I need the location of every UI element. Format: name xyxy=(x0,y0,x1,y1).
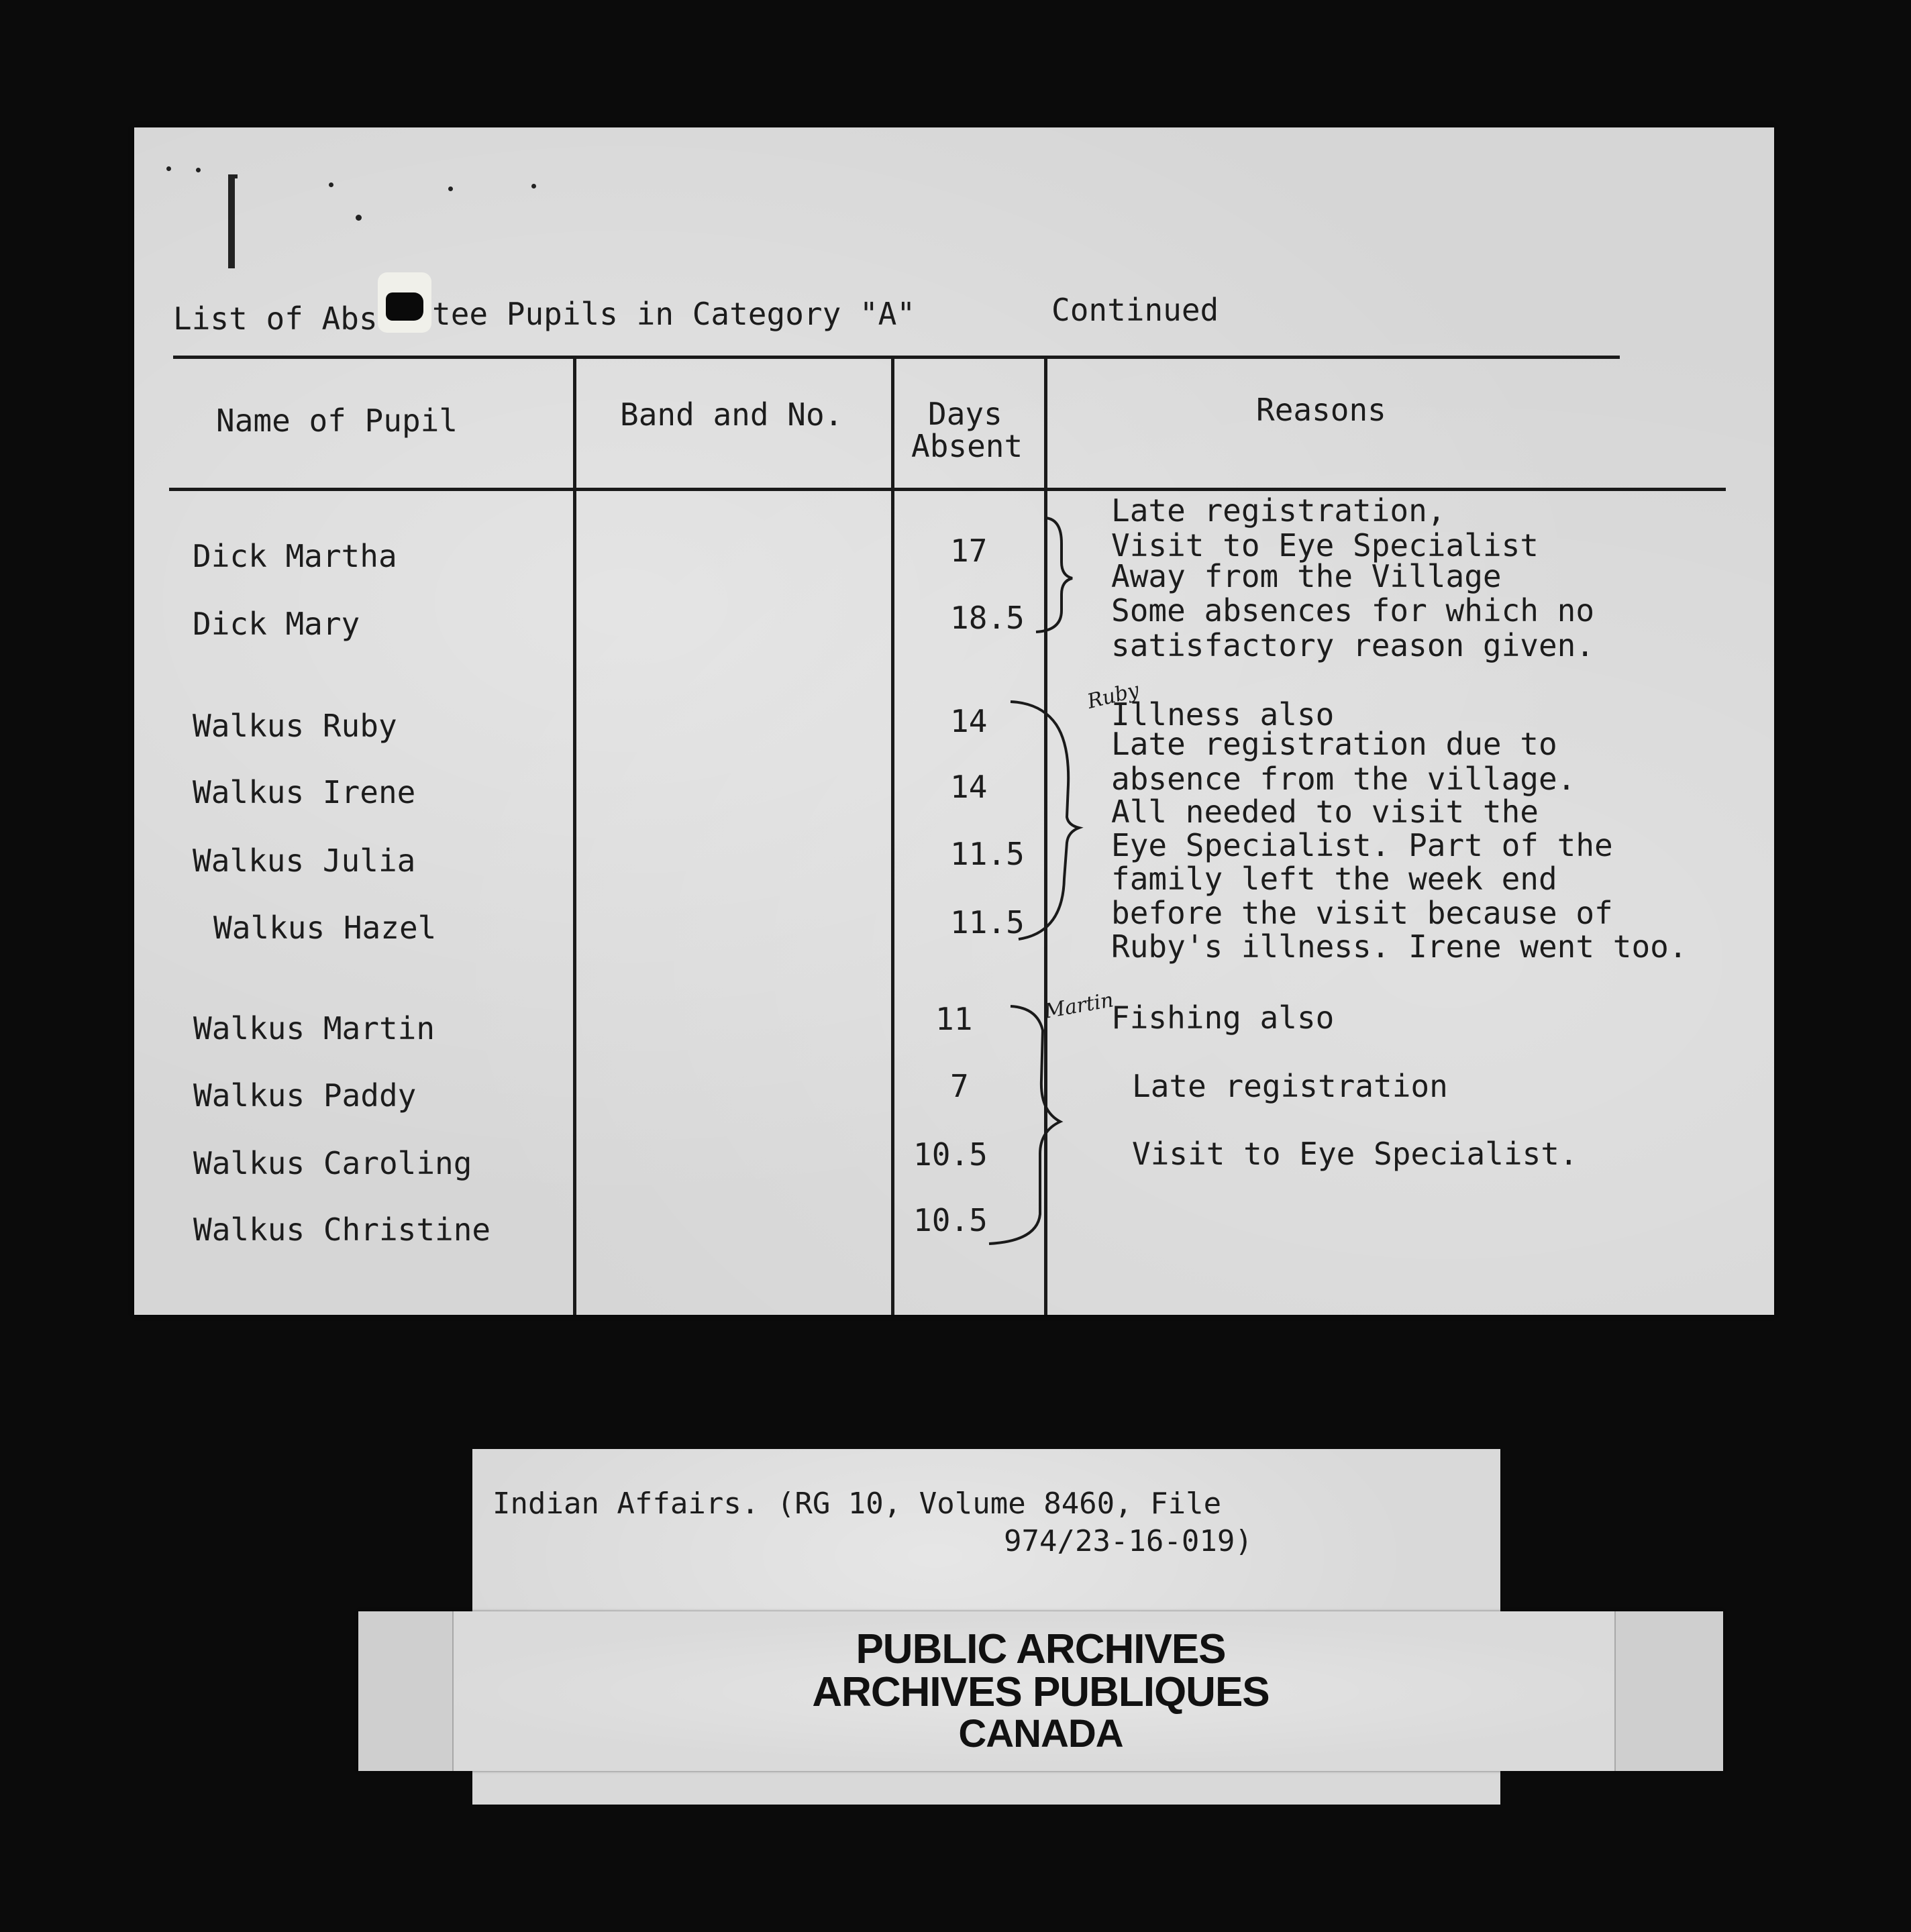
days-absent: 18.5 xyxy=(950,600,1025,636)
continued-label: Continued xyxy=(1051,292,1219,328)
header-name: Name of Pupil xyxy=(216,402,458,439)
reason-line: Eye Specialist. Part of the xyxy=(1111,827,1613,863)
days-absent: 7 xyxy=(950,1068,969,1104)
reason-line: absence from the village. xyxy=(1111,761,1576,797)
reason-line: family left the week end xyxy=(1111,861,1557,897)
header-days-line2: Absent xyxy=(911,428,1023,464)
header-reasons: Reasons xyxy=(1256,392,1386,428)
brace-group-1 xyxy=(1036,518,1072,632)
days-absent: 14 xyxy=(950,769,988,805)
reason-line: satisfactory reason given. xyxy=(1111,627,1595,663)
title-prefix: List of Abs xyxy=(173,301,378,337)
reason-line: Late registration due to xyxy=(1111,726,1557,762)
days-absent: 10.5 xyxy=(913,1202,988,1238)
pupil-name: Walkus Caroling xyxy=(193,1145,472,1181)
reason-line: Visit to Eye Specialist. xyxy=(1132,1136,1578,1172)
brace-group-3 xyxy=(989,1006,1060,1244)
days-absent: 10.5 xyxy=(913,1136,988,1173)
days-absent: 17 xyxy=(950,533,988,569)
brace-group-2 xyxy=(1011,702,1079,939)
pupil-name: Walkus Christine xyxy=(193,1212,491,1248)
pupil-name: Walkus Irene xyxy=(193,774,416,810)
stamp-line-3: CANADA xyxy=(958,1712,1123,1756)
absentee-list-card xyxy=(134,127,1774,1315)
archives-stamp-strip xyxy=(358,1611,1723,1771)
reason-line: before the visit because of xyxy=(1111,895,1613,931)
reason-line: Late registration, xyxy=(1111,492,1446,529)
reason-line: Visit to Eye Specialist xyxy=(1111,527,1539,564)
days-absent: 14 xyxy=(950,703,988,739)
reason-line: Ruby's illness. Irene went too. xyxy=(1111,928,1688,965)
handwritten-note: Ruby xyxy=(1084,678,1142,714)
days-absent: 11.5 xyxy=(950,836,1025,872)
pupil-name: Walkus Paddy xyxy=(193,1077,417,1114)
stamp-line-1: PUBLIC ARCHIVES xyxy=(856,1626,1226,1672)
reason-line: Illness also xyxy=(1111,696,1335,733)
stamp-line-2: ARCHIVES PUBLIQUES xyxy=(812,1669,1270,1715)
header-band: Band and No. xyxy=(620,396,843,433)
pupil-name: Walkus Martin xyxy=(193,1010,435,1046)
archive-reference-line1: Indian Affairs. (RG 10, Volume 8460, File xyxy=(493,1487,1222,1521)
days-absent: 11 xyxy=(935,1001,973,1037)
reason-line: Some absences for which no xyxy=(1111,592,1595,629)
reason-line: Away from the Village xyxy=(1111,558,1502,594)
pupil-name: Walkus Julia xyxy=(193,843,416,879)
handwritten-note: Martin xyxy=(1042,988,1116,1024)
pupil-name: Dick Martha xyxy=(193,538,397,574)
days-absent: 11.5 xyxy=(950,904,1025,941)
title-suffix: tee Pupils in Category "A" xyxy=(432,296,916,332)
reason-line: Late registration xyxy=(1132,1068,1448,1104)
archive-reference-line2: 974/23-16-019) xyxy=(1004,1524,1253,1558)
pupil-name: Walkus Hazel xyxy=(213,910,437,946)
reason-line: All needed to visit the xyxy=(1111,794,1539,830)
pupil-name: Dick Mary xyxy=(193,606,360,642)
reason-line: Fishing also xyxy=(1111,1000,1335,1036)
header-days-line1: Days xyxy=(928,396,1002,432)
pupil-name: Walkus Ruby xyxy=(193,708,397,744)
